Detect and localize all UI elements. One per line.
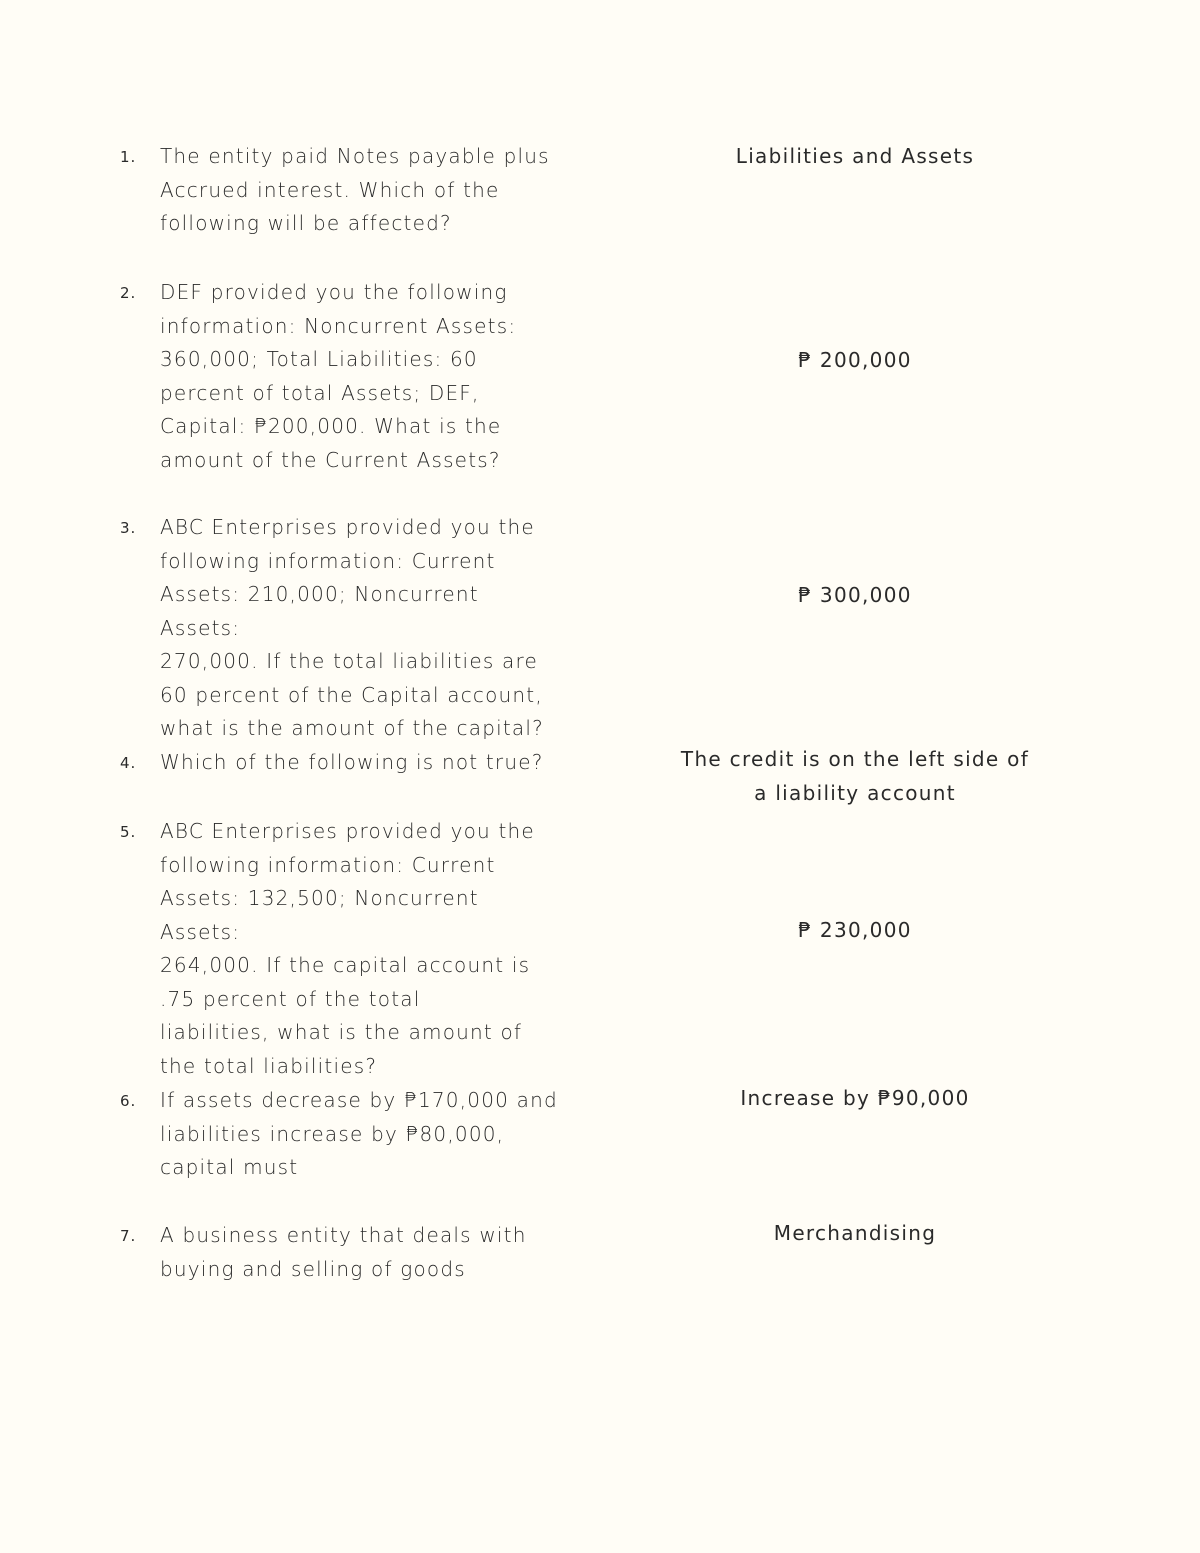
answer-text: ₱ 230,000	[798, 918, 912, 942]
answer-text: Merchandising	[773, 1221, 937, 1245]
question-text: The entity paid Notes payable plus Accrued interest. Which of the following will be affected?	[160, 144, 550, 235]
question-number: 1.	[120, 148, 137, 166]
question-item-2	[120, 276, 1080, 481]
question-item-3	[120, 511, 1080, 740]
question-number: 2.	[120, 284, 137, 302]
question-item-7	[120, 1219, 1080, 1289]
question-text: DEF provided you the following information: Noncurrent Assets: 360,000; Total Liabilities: 60 percent of total Assets; DEF, Capital: ₱200,000. What is the amount of the Current Assets?	[160, 280, 517, 472]
answer-text: Increase by ₱90,000	[740, 1086, 970, 1110]
question-text: ABC Enterprises provided you the following information: Current Assets: 210,000; Noncurrent Assets: 270,000. If the total liabilities are 60 percent of the Capital account, what is the amount of the capital?	[160, 515, 544, 740]
question-item-5	[120, 815, 1080, 1078]
question-text: Which of the following is not true?	[160, 750, 544, 774]
question-text: ABC Enterprises provided you the following information: Current Assets: 132,500; Noncurrent Assets: 264,000. If the capital account is .75 percent of the total liabilities, what is the amount of the total liabilities?	[160, 819, 535, 1078]
answer-text: The credit is on the left side of a liability account	[680, 747, 1030, 805]
answer-text: ₱ 200,000	[798, 348, 912, 372]
question-item-4	[120, 746, 1080, 816]
question-item-6	[120, 1084, 1080, 1189]
answer-text: ₱ 300,000	[798, 583, 912, 607]
question-number: 5.	[120, 823, 137, 841]
answer-text: Liabilities and Assets	[735, 144, 975, 168]
question-number: 4.	[120, 754, 137, 772]
question-number: 3.	[120, 519, 137, 537]
question-number: 6.	[120, 1092, 137, 1110]
question-text: A business entity that deals with buying and selling of goods	[160, 1223, 527, 1281]
question-text: If assets decrease by ₱170,000 and liabilities increase by ₱80,000, capital must	[160, 1088, 558, 1179]
question-item-1	[120, 140, 1080, 240]
question-number: 7.	[120, 1227, 137, 1245]
